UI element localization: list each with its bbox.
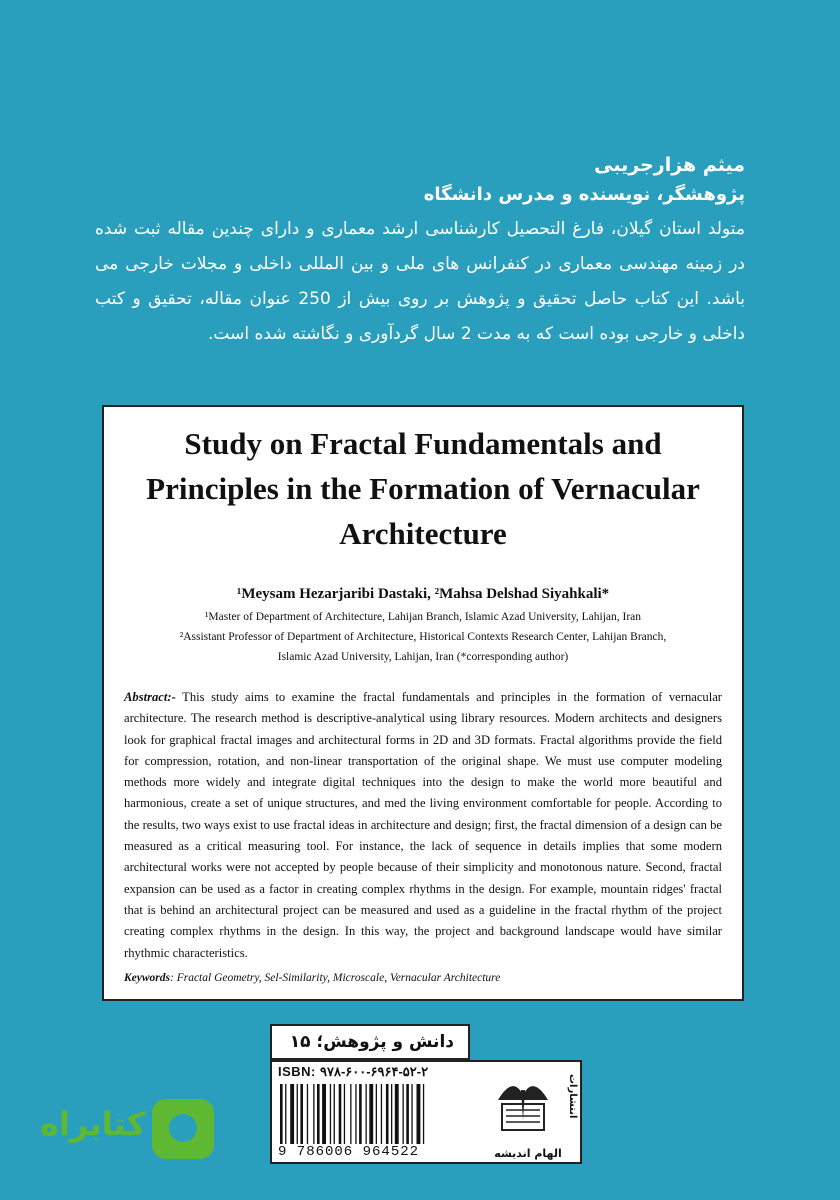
barcode-number: 9 786006 964522 bbox=[278, 1144, 420, 1160]
isbn-text: ISBN: ۹۷۸-۶۰۰-۶۹۶۴-۵۲-۲ bbox=[278, 1064, 429, 1079]
abstract-text: This study aims to examine the fractal fundamentals and principles in the formation of vernacular architecture. The research method is descriptive-analytical using library resources. Modern architects and designers look for graphical fractal images and architectural forms in 2D and 3D formats. Fractal algorithms provide the field for compression, rotation, and non-linear transportation of the original shape. We must use computer modeling methods more widely and integrate digital techniques into the design to make the world more beautiful and harmonious, create a set of unique structures, and med the living environment comfortable for people. According to the results, two ways exist to use fractal ideas in architecture and design; first, the fractal dimension of a design can be measured as a critical measuring tool. For instance, the lack of sequence in details implies that some modern architectural works were not accepted by people because of their simplicity and monotonous nature. Second, fractal expansion can be used as a factor in creating complex rhythms in the design. For example, mountain ridges' fractal that is behind an architectural project can be measured and used as a guideline in the fractal rhythm of the project creating complex rhythms in the design. In this way, the project and background landscape would have similar rhythmic characteristics. bbox=[124, 690, 722, 960]
publisher-logo bbox=[482, 1064, 578, 1162]
keywords-text: : Fractal Geometry, Sel-Similarity, Microscale, Vernacular Architecture bbox=[170, 971, 501, 984]
paper-affiliations bbox=[124, 607, 722, 667]
affiliation-line: ¹Master of Department of Architecture, Lahijan Branch, Islamic Azad University, Lahijan, Iran bbox=[204, 611, 642, 623]
paper-title-line: Principles in the Formation of Vernacular bbox=[146, 471, 700, 506]
affiliation-line: Islamic Azad University, Lahijan, Iran (*corresponding author) bbox=[277, 651, 569, 663]
paper-keywords bbox=[124, 972, 722, 984]
keywords-label: Keywords bbox=[124, 971, 170, 984]
author-description: متولد استان گیلان، فارغ التحصیل کارشناسی ارشد معماری و دارای چندین مقاله ثبت شده در زمینه مهندسی معماری در کنفرانس های ملی و بین المللی داخلی و مجلات خارجی می باشد. این کتاب حاصل تحقیق و پژوهش بر روی بیش از 250 عنوان مقاله، تحقیق و کتب داخلی و خارجی بوده است که به مدت 2 سال گردآوری و نگاشته شده است. bbox=[95, 219, 745, 344]
paper-title bbox=[124, 421, 722, 556]
paper-abstract bbox=[124, 687, 722, 964]
paper-title-line: Study on Fractal Fundamentals and bbox=[184, 426, 662, 461]
author-role: پژوهشگر، نویسنده و مدرس دانشگاه bbox=[423, 184, 745, 205]
barcode-box bbox=[270, 1060, 582, 1164]
publisher-name: الهام اندیشه bbox=[494, 1147, 562, 1160]
publisher-word: انتشارات bbox=[567, 1074, 578, 1119]
author-bio bbox=[95, 150, 745, 352]
ketabrah-mark-icon bbox=[152, 1099, 214, 1159]
affiliation-line: ²Assistant Professor of Department of Architecture, Historical Contexts Research Center, Lahijan Branch, bbox=[179, 631, 667, 643]
ketabrah-wordmark: کتابراه bbox=[40, 1105, 146, 1143]
author-name: میثم هزارجریبی bbox=[594, 154, 745, 176]
paper-excerpt bbox=[102, 405, 744, 1001]
series-label: دانش و پژوهش؛ ۱۵ bbox=[270, 1024, 470, 1060]
barcode-icon bbox=[278, 1084, 478, 1144]
pen-inkwell-icon bbox=[488, 1070, 558, 1140]
abstract-label: Abstract:- bbox=[124, 690, 176, 704]
paper-title-line: Architecture bbox=[339, 516, 507, 551]
ketabrah-logo bbox=[40, 1093, 230, 1173]
paper-authors: ¹Meysam Hezarjaribi Dastaki, ²Mahsa Delshad Siyahkali* bbox=[236, 586, 610, 602]
